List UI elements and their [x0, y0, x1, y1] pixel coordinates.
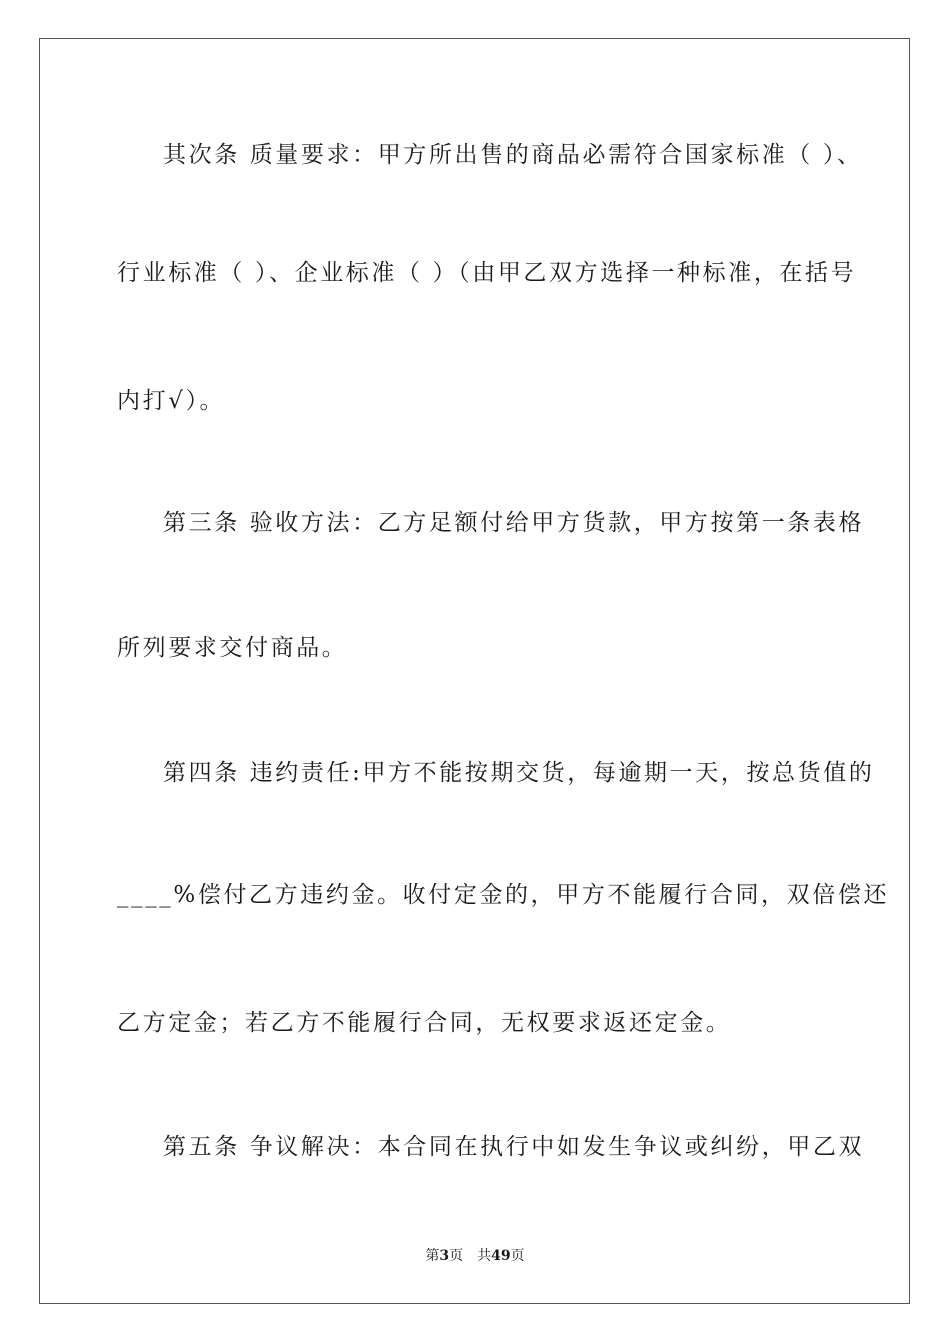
- footer-total-suffix: 页: [510, 1248, 525, 1264]
- clause-2-line-2: 行业标准（ ）、企业标准（ ）（由甲乙双方选择一种标准，在括号: [117, 260, 857, 286]
- page-footer: [0, 1247, 950, 1265]
- clause-2-line-3: 内打√）。: [117, 388, 226, 414]
- clause-4-line-2: ____%偿付乙方违约金。收付定金的，甲方不能履行合同，双倍偿还: [117, 882, 890, 908]
- clause-3-line-2: 所列要求交付商品。: [117, 635, 348, 661]
- clause-4-line-1: 第四条 违约责任:甲方不能按期交货，每逾期一天，按总货值的: [163, 760, 875, 786]
- footer-page-prefix: 第: [425, 1248, 440, 1264]
- page-border: [39, 38, 910, 1304]
- clause-5-line-1: 第五条 争议解决：本合同在执行中如发生争议或纠纷，甲乙双: [163, 1134, 865, 1160]
- footer-page-current: 3: [439, 1248, 450, 1264]
- footer-page-suffix: 页: [449, 1248, 464, 1264]
- footer-page-total: 49: [491, 1248, 511, 1264]
- clause-2-line-1: 其次条 质量要求：甲方所出售的商品必需符合国家标准（ ）、: [163, 142, 863, 168]
- clause-4-line-3: 乙方定金；若乙方不能履行合同，无权要求返还定金。: [117, 1010, 732, 1036]
- clause-3-line-1: 第三条 验收方法：乙方足额付给甲方货款，甲方按第一条表格: [163, 510, 865, 536]
- footer-total-prefix: 共: [477, 1248, 492, 1264]
